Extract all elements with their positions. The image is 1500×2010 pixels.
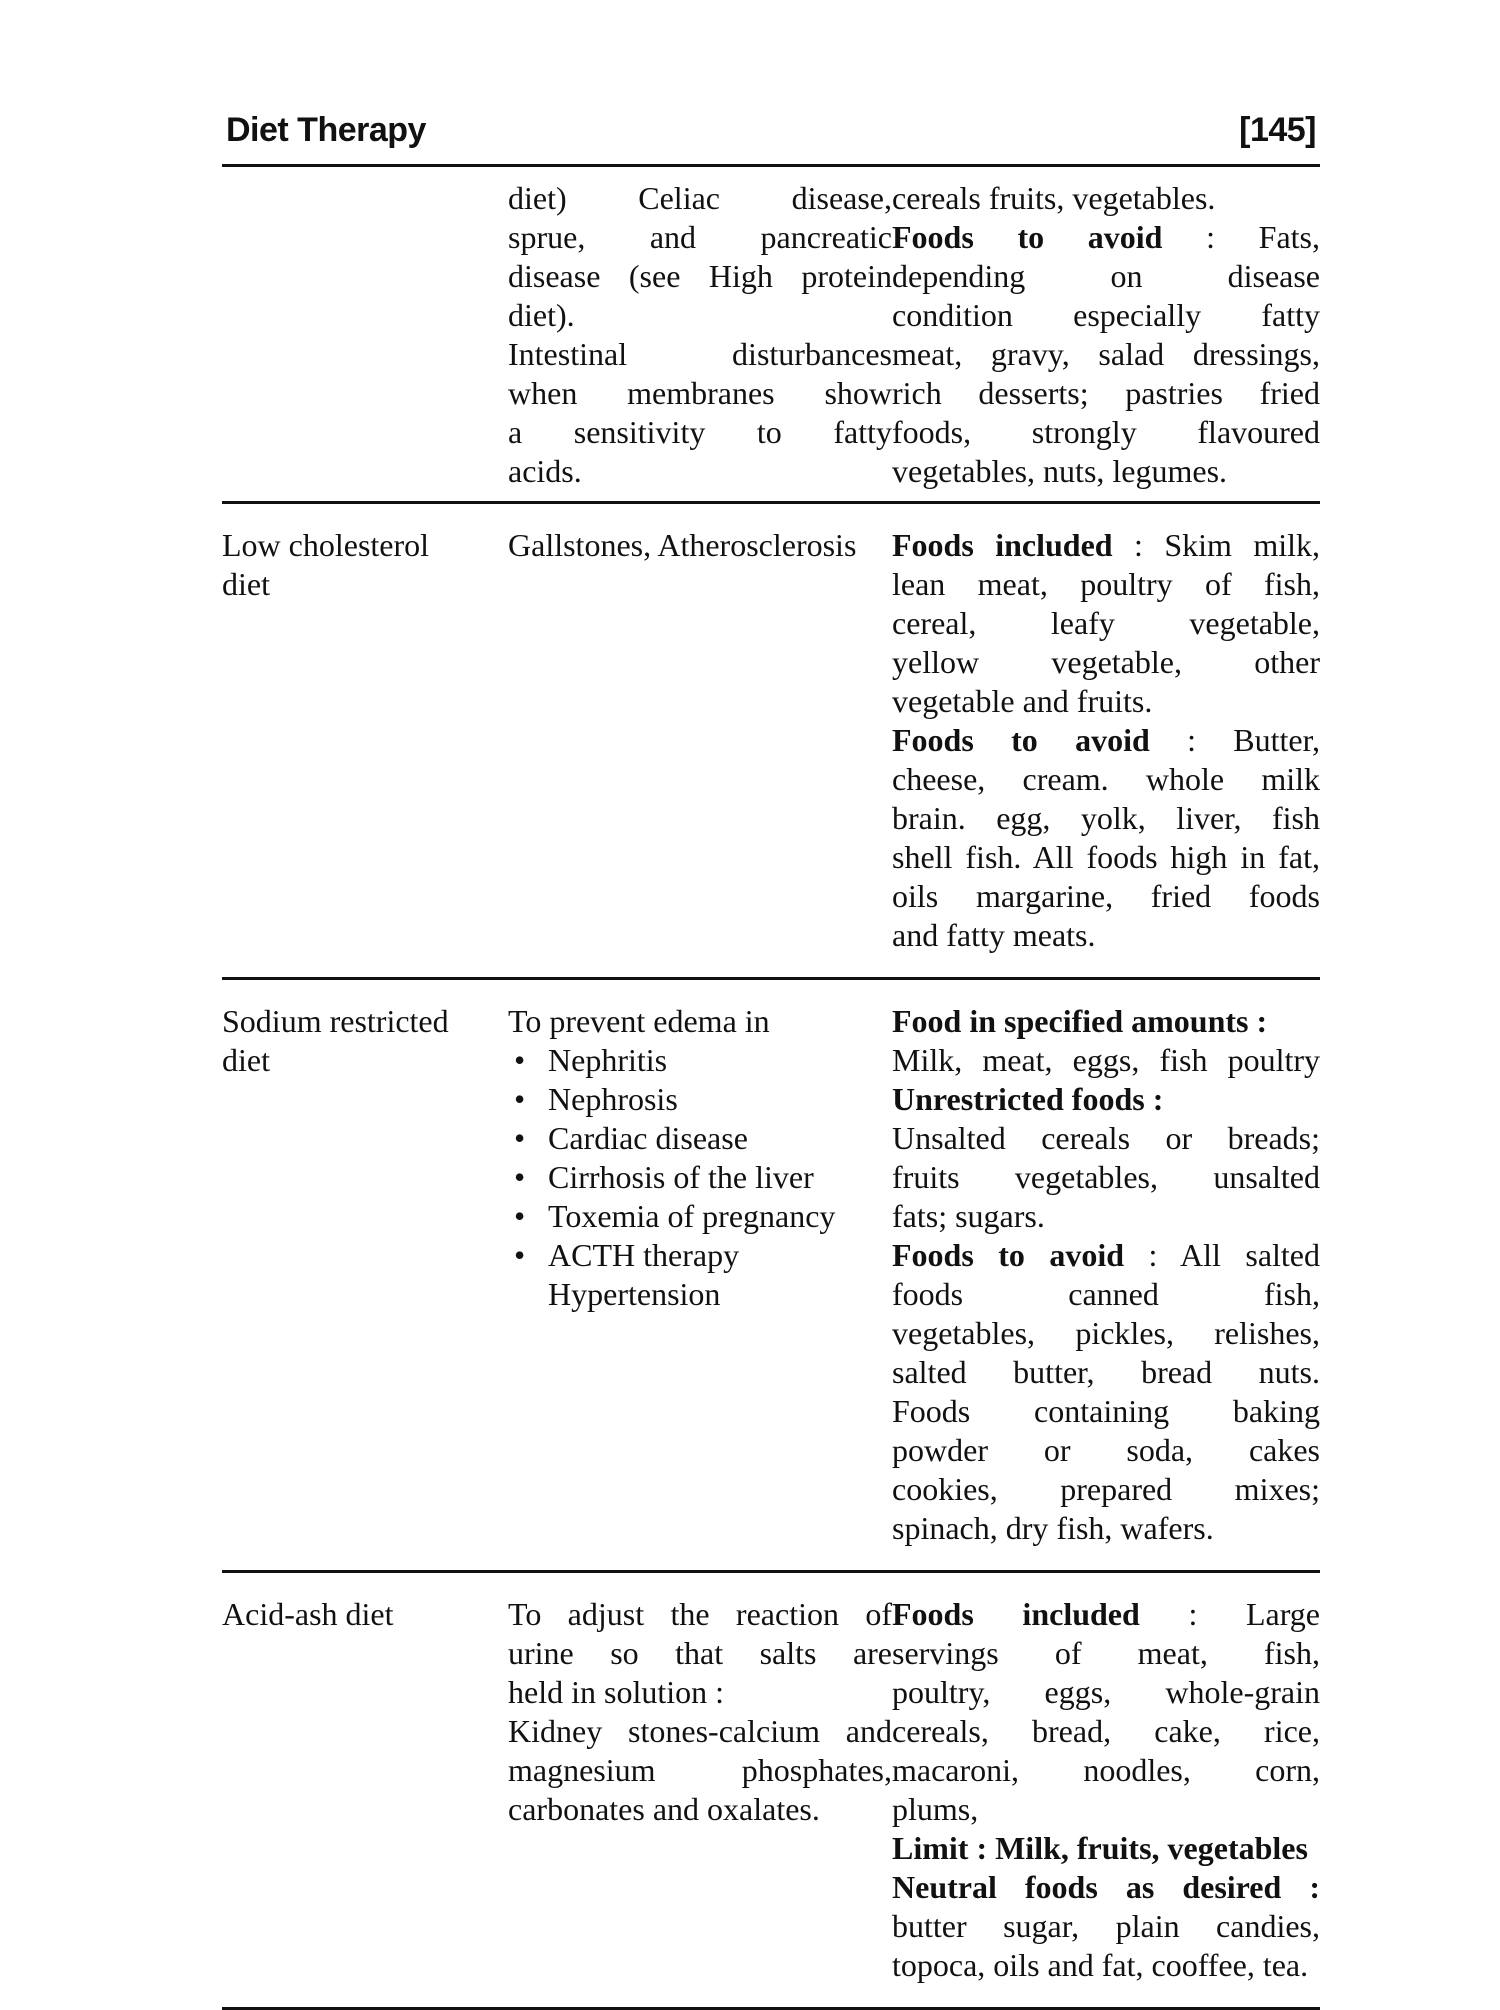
bullet-icon: • <box>514 1237 526 1273</box>
food-line: lean meat, poultry of fish, <box>892 566 1320 602</box>
indication-line: disease (see High protein <box>508 258 892 294</box>
food-text: : Fats, <box>1162 219 1320 255</box>
indications-cell <box>508 1595 892 1985</box>
diet-row-continued <box>222 167 1320 501</box>
indication-line: Hypertension <box>548 1276 721 1312</box>
food-line: butter sugar, plain candies, <box>892 1908 1320 1944</box>
food-line: condition especially fatty <box>892 297 1320 333</box>
bullet-icon: • <box>514 1081 526 1117</box>
indication-line: Kidney stones-calcium and <box>508 1713 892 1749</box>
food-line: and fatty meats. <box>892 917 1096 953</box>
diet-row-sodium-restricted <box>222 980 1320 1570</box>
bullet-icon: • <box>514 1042 526 1078</box>
food-line: topoca, oils and fat, cooffee, tea. <box>892 1947 1309 1983</box>
indication-line: Intestinal disturbances <box>508 336 892 372</box>
diet-name-cell <box>222 1595 508 1985</box>
page-number: [145] <box>1239 111 1316 149</box>
food-line <box>892 218 1320 257</box>
indication-intro: To prevent edema in <box>508 1003 770 1039</box>
food-line <box>892 1868 1320 1907</box>
food-line <box>892 1595 1320 1634</box>
indication-line: a sensitivity to fatty <box>508 414 892 450</box>
list-item-text: Cardiac disease <box>548 1120 748 1156</box>
bullet-icon: • <box>514 1198 526 1234</box>
food-line: cookies, prepared mixes; <box>892 1471 1320 1507</box>
food-line: vegetable and fruits. <box>892 683 1153 719</box>
diet-name: diet <box>222 566 270 602</box>
list-item <box>508 1041 892 1080</box>
diet-name: Sodium restricted <box>222 1003 449 1039</box>
indication-line: sprue, and pancreatic <box>508 219 892 255</box>
diet-name-cell <box>222 179 508 491</box>
food-line <box>892 721 1320 760</box>
food-line: cereals, bread, cake, rice, <box>892 1713 1320 1749</box>
diet-name: Low cholesterol <box>222 527 430 563</box>
list-item <box>508 1080 892 1119</box>
indication-line: To adjust the reaction of <box>508 1596 892 1632</box>
food-line: oils margarine, fried foods <box>892 878 1320 914</box>
list-item <box>508 1158 892 1197</box>
food-line: macaroni, noodles, corn, <box>892 1752 1320 1788</box>
diet-name: Acid-ash diet <box>222 1596 394 1632</box>
food-text: : All salted <box>1124 1237 1321 1273</box>
document-page <box>222 100 1320 2010</box>
food-line: poultry, eggs, whole-grain <box>892 1674 1320 1710</box>
food-line: cereal, leafy vegetable, <box>892 605 1320 641</box>
indication-line: carbonates and oxalates. <box>508 1791 820 1827</box>
food-text: : Skim milk, <box>1112 527 1320 563</box>
food-text: : <box>1281 1869 1321 1905</box>
food-text: : Large <box>1139 1596 1321 1632</box>
indications-cell <box>508 526 892 955</box>
food-line: brain. egg, yolk, liver, fish <box>892 800 1320 836</box>
food-line: plums, <box>892 1791 979 1827</box>
list-item-text: Cirrhosis of the liver <box>548 1159 814 1195</box>
indication-line: diet) Celiac disease, <box>508 180 892 216</box>
list-item-text: Nephrosis <box>548 1081 678 1117</box>
list-item-text: ACTH therapy <box>548 1237 740 1273</box>
food-line: Unsalted cereals or breads; <box>892 1120 1320 1156</box>
foods-to-avoid-label: Foods to avoid <box>892 1237 1125 1273</box>
food-line: yellow vegetable, other <box>892 644 1320 680</box>
indication-line: urine so that salts are <box>508 1635 892 1671</box>
food-line: fruits vegetables, unsalted <box>892 1159 1320 1195</box>
food-line: foods, strongly flavoured <box>892 414 1320 450</box>
indication-line: diet). <box>508 297 575 333</box>
bullet-icon: • <box>514 1120 526 1156</box>
indication-line: Gallstones, Atherosclerosis <box>508 527 857 563</box>
food-text: : Butter, <box>1149 722 1321 758</box>
list-item <box>508 1236 892 1275</box>
bullet-icon: • <box>514 1159 526 1195</box>
foods-cell <box>892 1595 1320 1985</box>
food-line: fats; sugars. <box>892 1198 1045 1234</box>
indication-line: magnesium phosphates, <box>508 1752 892 1788</box>
foods-to-avoid-label: Foods to avoid <box>892 722 1150 758</box>
foods-cell <box>892 179 1320 491</box>
food-line: spinach, dry fish, wafers. <box>892 1510 1214 1546</box>
foods-cell <box>892 526 1320 955</box>
diet-row-acid-ash <box>222 1573 1320 2007</box>
diet-name-cell <box>222 1002 508 1548</box>
list-item-text: Nephritis <box>548 1042 668 1078</box>
indication-list <box>508 1041 892 1275</box>
food-line: powder or soda, cakes <box>892 1432 1320 1468</box>
food-line: salted butter, bread nuts. <box>892 1354 1320 1390</box>
food-line: Foods containing baking <box>892 1393 1320 1429</box>
indication-line: when membranes show <box>508 375 892 411</box>
list-item <box>508 1197 892 1236</box>
foods-included-label: Foods included <box>892 527 1113 563</box>
list-item <box>508 1119 892 1158</box>
indication-line: acids. <box>508 453 582 489</box>
neutral-foods-label: Neutral foods as desired <box>892 1869 1282 1905</box>
food-line: vegetables, nuts, legumes. <box>892 453 1228 489</box>
food-line: cheese, cream. whole milk <box>892 761 1320 797</box>
food-line: cereals fruits, vegetables. <box>892 180 1216 216</box>
food-line: servings of meat, fish, <box>892 1635 1320 1671</box>
page-header <box>222 100 1320 150</box>
food-line: foods canned fish, <box>892 1276 1320 1312</box>
diet-row-low-cholesterol <box>222 504 1320 977</box>
indication-line: held in solution : <box>508 1674 724 1710</box>
food-line <box>892 526 1320 565</box>
list-item-text: Toxemia of pregnancy <box>548 1198 836 1234</box>
chapter-title: Diet Therapy <box>226 111 426 149</box>
indications-cell <box>508 1002 892 1548</box>
foods-cell <box>892 1002 1320 1548</box>
food-line: shell fish. All foods high in fat, <box>892 839 1320 875</box>
unrestricted-foods-label: Unrestricted foods : <box>892 1081 1164 1117</box>
food-line: rich desserts; pastries fried <box>892 375 1320 411</box>
food-line: Milk, meat, eggs, fish poultry <box>892 1042 1320 1078</box>
diet-name: diet <box>222 1042 270 1078</box>
foods-to-avoid-label: Foods to avoid <box>892 219 1163 255</box>
limit-label: Limit : Milk, fruits, vegetables <box>892 1830 1308 1866</box>
food-line: meat, gravy, salad dressings, <box>892 336 1320 372</box>
diet-name-cell <box>222 526 508 955</box>
food-line <box>892 1236 1320 1275</box>
food-line: vegetables, pickles, relishes, <box>892 1315 1320 1351</box>
foods-included-label: Foods included <box>892 1596 1140 1632</box>
food-line: depending on disease <box>892 258 1320 294</box>
indications-cell <box>508 179 892 491</box>
food-specified-label: Food in specified amounts : <box>892 1003 1268 1039</box>
